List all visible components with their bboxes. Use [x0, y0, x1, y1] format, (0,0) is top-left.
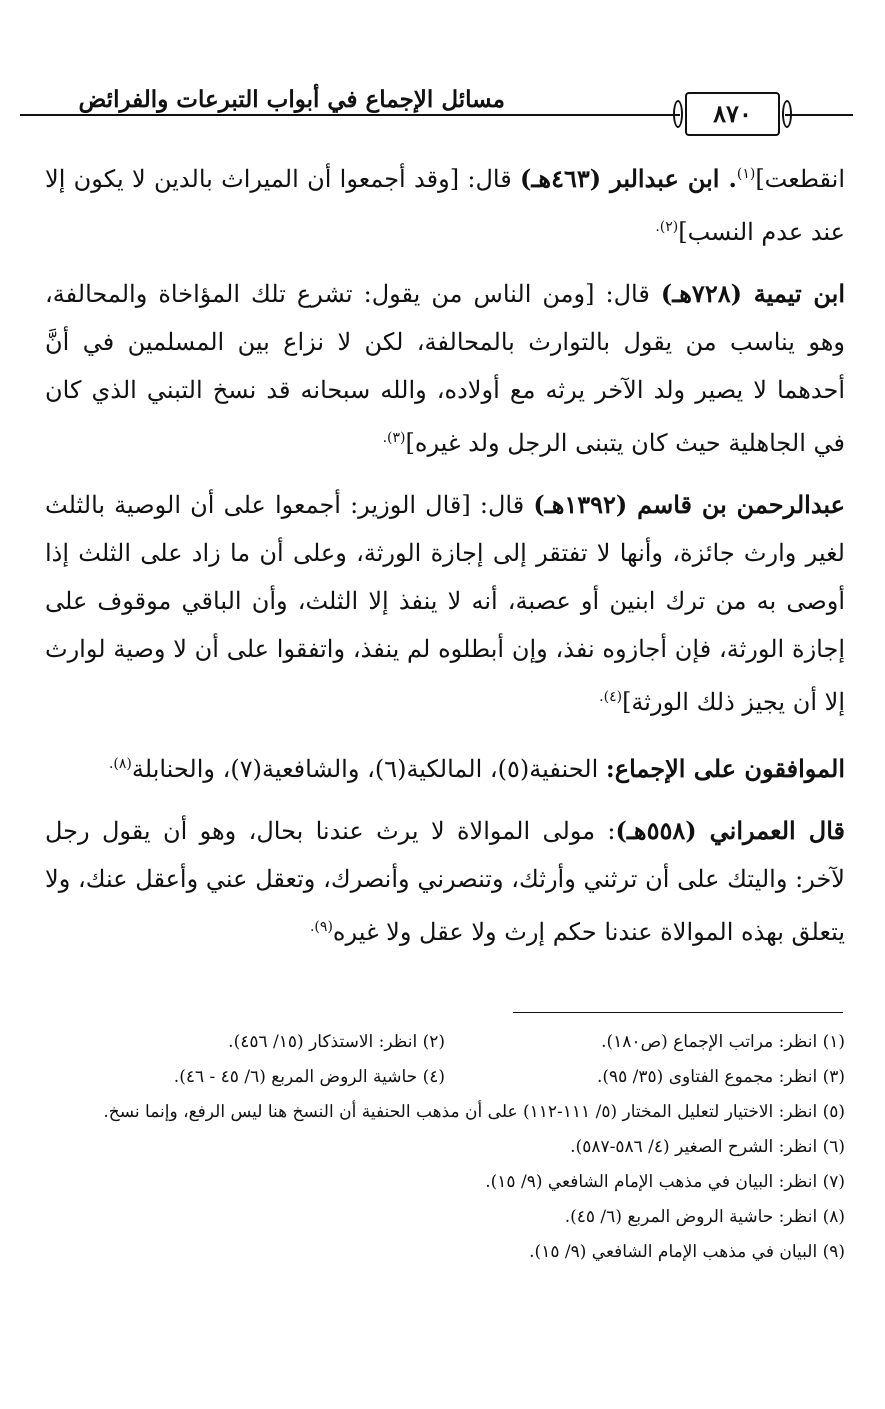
footnote-2: (٢) انظر: الاستذكار (١٥/ ٤٥٦). [228, 1032, 445, 1052]
footnote-ref: (٨). [108, 756, 132, 772]
footnote-row [45, 1025, 845, 1060]
footnote-6: (٦) انظر: الشرح الصغير (٤/ ٥٨٦-٥٨٧). [570, 1137, 845, 1157]
page-number: ٨٧٠ [685, 92, 780, 136]
footnote-ref: (٣). [382, 430, 406, 446]
paragraph [45, 807, 845, 956]
paragraph-lead: انقطعت] [755, 165, 845, 193]
footnote-4: (٤) حاشية الروض المربع (٦/ ٤٥ - ٤٦). [173, 1067, 445, 1087]
footnote-7: (٧) انظر: البيان في مذهب الإمام الشافعي (٩/ ١٥). [485, 1172, 845, 1192]
footnote-8: (٨) انظر: حاشية الروض المربع (٦/ ٤٥). [564, 1207, 845, 1227]
footnote-ref: (٢). [655, 219, 679, 235]
scholar-name: عبدالرحمن بن قاسم (١٣٩٢هـ) [533, 490, 845, 519]
footnote-row [45, 1060, 845, 1095]
scholar-name: . ابن عبدالبر (٤٦٣هـ) [520, 164, 737, 193]
header-rule [785, 114, 853, 116]
footnote-5: (٥) انظر: الاختيار لتعليل المختار (٥/ ١١١-١١٢) على أن مذهب الحنفية أن النسخ هنا ليس الرفع، وإنما نسخ. [103, 1102, 845, 1122]
paragraph-text: قال: [ومن الناس من يقول: تشرع تلك المؤاخاة والمحالفة، وهو يناسب من يقول بالتوارث بالمحالفة، لكن لا نزاع بين المسلمين في أنَّ أحدهما لا يصير ولد الآخر يرثه مع أولاده، والله سبحانه قد نسخ التبني الذي كان في الجاهلية حيث كان يتبنى الرجل ولد غيره] [45, 280, 845, 457]
paragraph-text: قال: [وقد أجمعوا أن الميراث بالدين لا يكون إلا عند عدم النسب] [45, 165, 845, 246]
footnote-ref: (١) [736, 166, 756, 182]
paragraph [45, 481, 845, 726]
scholar-name: ابن تيمية (٧٢٨هـ) [660, 279, 845, 308]
main-text [45, 150, 845, 970]
paragraph-text: قال: [قال الوزير: أجمعوا على أن الوصية بالثلث لغير وارث جائزة، وأنها لا تفتقر إلى إجازة الورثة، وعلى أن ما زاد على الثلث إذا أوصى به من ترك ابنين أو عصبة، أنه لا ينفذ إلا الثلث، وأن الباقي موقوف على إجازة الورثة، فإن أجازوه نفذ، وإن أبطلوه لم ينفذ، واتفقوا على أن لا وصية لوارث إلا أن يجيز ذلك الورثة] [45, 491, 845, 716]
paragraph [45, 150, 845, 256]
paragraph-text: : مولى الموالاة لا يرث عندنا بحال، وهو أن يقول رجل لآخر: واليتك على أن ترثني وأرثك، وتنصرني وأنصرك، وتعقل عني وأعقل عنك، ولا يتعلق بهذه الموالاة عندنا حكم إرث ولا عقل ولا غيره [45, 817, 845, 946]
footnote-3: (٣) انظر: مجموع الفتاوى (٣٥/ ٩٥). [596, 1067, 845, 1087]
paragraph-text: الحنفية(٥)، المالكية(٦)، والشافعية(٧)، والحنابلة [131, 755, 606, 783]
header-rule [20, 114, 680, 116]
footnotes [45, 1025, 845, 1270]
footnote-ref: (٤). [599, 689, 623, 705]
paragraph [45, 740, 845, 793]
footnote-ref: (٩). [309, 919, 333, 935]
footnote-1: (١) انظر: مراتب الإجماع (ص١٨٠). [601, 1032, 845, 1052]
page-header [20, 76, 850, 146]
scholar-name: قال العمراني (٥٥٨هـ) [615, 816, 845, 845]
running-title: مسائل الإجماع في أبواب التبرعات والفرائض [78, 86, 505, 113]
footnote-9: (٩) البيان في مذهب الإمام الشافعي (٩/ ١٥). [529, 1242, 845, 1262]
section-label: الموافقون على الإجماع: [605, 754, 845, 783]
paragraph [45, 270, 845, 467]
footnote-divider [513, 1012, 843, 1013]
